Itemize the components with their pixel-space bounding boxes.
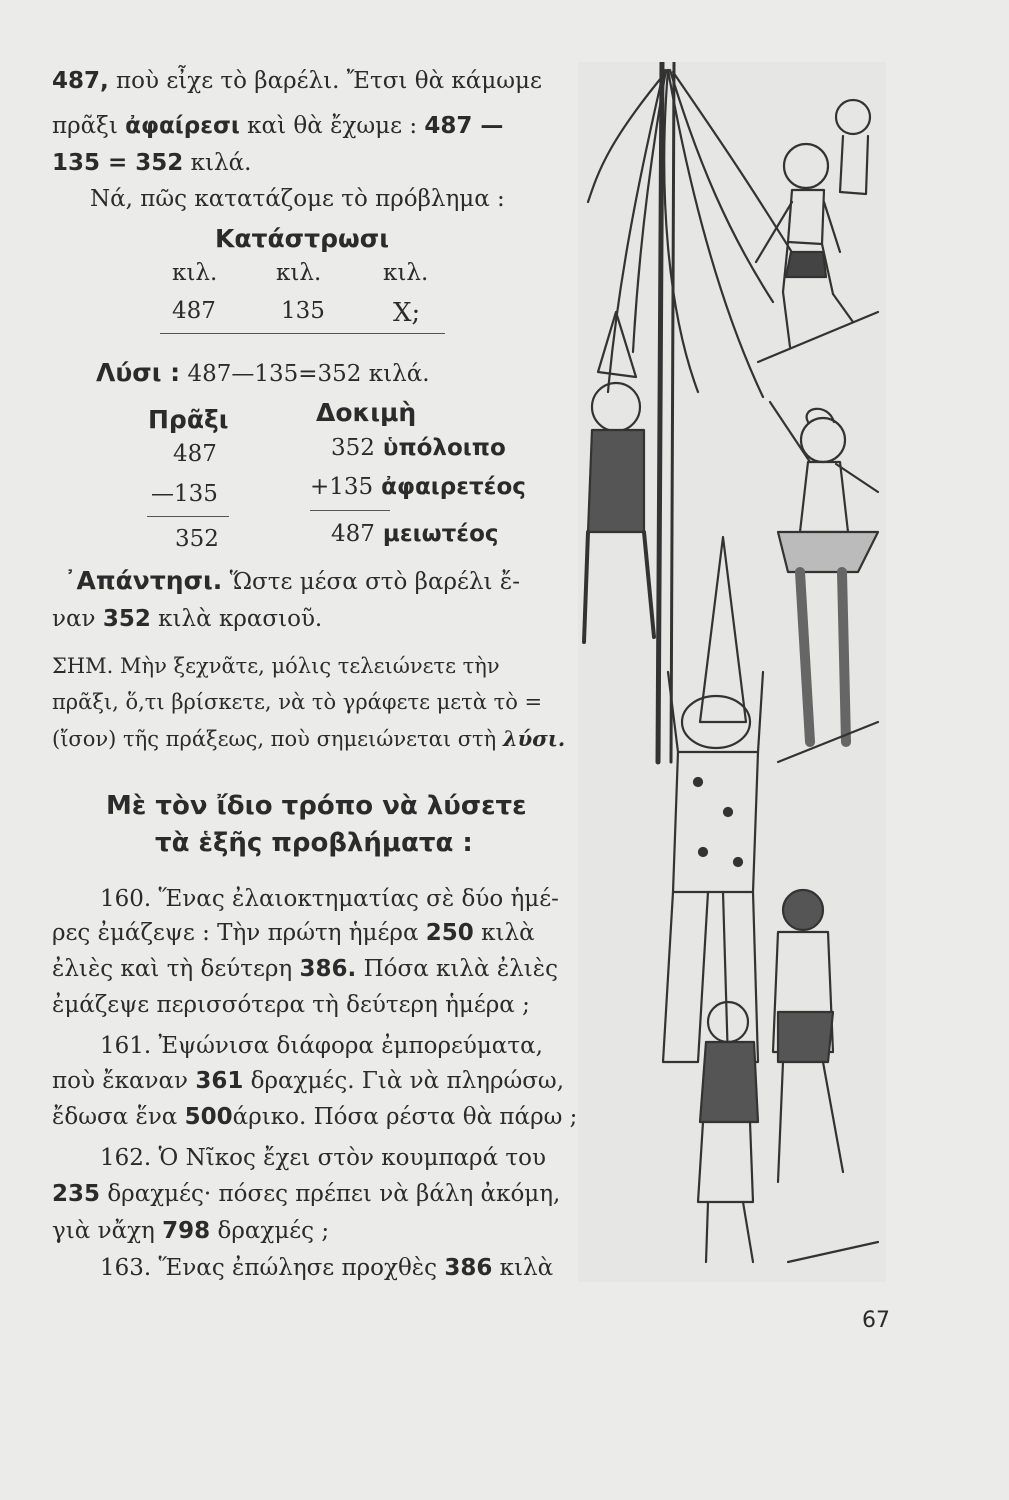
problem-162-value-1: 235 [52,1181,101,1207]
intro-keyword-subtraction: ἀφαίρεσι [125,113,240,139]
problem-161-line-2 [52,1070,564,1093]
intro-text-1: ποὺ εἶχε τὸ βαρέλι. Ἔτσι θὰ κάμωμε [108,68,542,94]
check-remainder-label: ὑπόλοιπο [382,435,506,461]
check-heading: Δοκιμὴ [316,398,417,427]
problem-162-text-3a: γιὰ νἄχη [52,1218,163,1244]
check-minuend-value: 487 [331,521,375,547]
check-subtrahend-label: ἀφαιρετέος [381,474,526,500]
answer-label: ᾿Απάντησι. [64,566,223,595]
maypole-children-drawing-icon [578,62,886,1282]
maypole-illustration [578,62,886,1282]
operation-minuend: 487 [173,441,217,467]
check-remainder-value: 352 [331,435,375,461]
note-line-3 [52,728,565,750]
check-rule [310,510,390,511]
value-unknown: X; [393,298,421,328]
operation-heading: Πρᾶξι [148,405,229,434]
problem-162-text-2b: δραχμές· πόσες πρέπει νὰ βάλη ἀκόμη, [100,1181,561,1207]
problem-162-line-1: 162. Ὁ Νῖκος ἔχει στὸν κουμπαρά του [100,1145,546,1171]
problem-160-line-1: 160. Ἕνας ἐλαιοκτηματίας σὲ δύο ἡμέ- [100,886,559,912]
section-heading-line-2: τὰ ἑξῆς προβλήματα : [155,828,473,858]
intro-number: 487, [52,68,109,94]
intro-text-2c: καὶ θὰ ἔχωμε : [239,113,425,139]
operation-subtrahend: —135 [151,481,218,507]
answer-line-1 [64,568,520,594]
answer-line-2 [52,608,322,631]
problem-161-value-2: 500 [184,1104,233,1130]
problem-163-line-1 [100,1257,553,1280]
intro-text-2a: πρᾶξι [52,113,126,139]
solution-expression: 487—135=352 κιλά. [180,361,430,387]
operation-rule [147,516,229,517]
problem-160-line-2 [52,922,535,945]
check-minuend-label: μειωτέος [382,521,499,547]
intro-expression-start: 487 — [424,113,504,139]
problem-160-text-2a: ρες ἐμάζεψε : Τὴν πρώτη ἡμέρα [52,920,426,946]
value-1: 487 [172,298,216,324]
unit-label-3: κιλ. [383,260,429,286]
intro-line-2 [52,115,503,138]
layout-table-rule [160,333,445,334]
answer-value: 352 [102,606,151,632]
problem-160-line-4: ἐμάζεψε περισσότερα τὴ δεύτερη ἡμέρα ; [52,992,530,1018]
intro-expression-end: 135 = 352 [52,150,184,176]
intro-text-3b: κιλά. [183,150,252,176]
problem-161-value-1: 361 [195,1068,244,1094]
note-line-1: ΣΗΜ. Μὴν ξεχνᾶτε, μόλις τελειώνετε τὴν [52,654,500,678]
problem-160-text-3c: Πόσα κιλὰ ἐλιὲς [356,956,559,982]
page-number: 67 [862,1308,890,1333]
answer-text-2a: ναν [52,606,103,632]
section-heading-line-1: Μὲ τὸν ἴδιο τρόπο νὰ λύσετε [106,791,527,821]
layout-heading: Κατάστρωσι [215,224,389,253]
problem-161-line-3 [52,1106,577,1129]
problem-162-line-3 [52,1220,329,1243]
check-subtrahend-value: +135 [310,474,374,500]
problem-160-value-2: 386. [299,956,357,982]
problem-163-text-1c: κιλὰ [492,1255,554,1281]
problem-162-line-2 [52,1183,560,1206]
solution-label: Λύσι : [96,358,181,387]
problem-161-text-3a: ἔδωσα ἕνα [52,1104,185,1130]
problem-161-text-3c: άρικο. Πόσα ρέστα θὰ πάρω ; [232,1104,578,1130]
operation-result: 352 [175,526,219,552]
problem-161-line-1: 161. Ἐψώνισα διάφορα ἐμπορεύματα, [100,1033,543,1059]
check-line-3 [331,523,499,546]
answer-text-1: Ὥστε μέσα στὸ βαρέλι ἔ- [222,569,520,595]
problem-160-text-3a: ἐλιὲς καὶ τὴ δεύτερη [52,956,300,982]
answer-text-2c: κιλὰ κρασιοῦ. [150,606,323,632]
problem-160-line-3 [52,958,558,981]
intro-line-3 [52,152,251,175]
note-line-2: πρᾶξι, ὅ,τι βρίσκετε, νὰ τὸ γράφετε μετὰ τὸ = [52,690,543,714]
problem-160-value-1: 250 [425,920,474,946]
problem-161-text-2a: ποὺ ἔκαναν [52,1068,196,1094]
note-keyword-solution: λύσι. [502,726,566,751]
value-2: 135 [281,298,325,324]
check-line-2 [310,476,526,499]
unit-label-2: κιλ. [276,260,322,286]
problem-163-value-1: 386 [444,1255,493,1281]
problem-161-text-2c: δραχμές. Γιὰ νὰ πληρώσω, [243,1068,565,1094]
problem-163-text-1a: 163. Ἕνας ἐπώλησε προχθὲς [100,1255,445,1281]
note-text-3a: (ἴσον) τῆς πράξεως, ποὺ σημειώνεται στὴ [52,727,503,751]
unit-label-1: κιλ. [172,260,218,286]
problem-162-text-3c: δραχμές ; [210,1218,330,1244]
intro-line-1 [52,70,542,93]
solution-line [96,360,430,386]
problem-160-text-2c: κιλὰ [473,920,535,946]
problem-162-value-2: 798 [162,1218,211,1244]
check-line-1 [331,437,506,460]
intro-line-4: Νά, πῶς κατατάζομε τὸ πρόβλημα : [90,186,505,212]
